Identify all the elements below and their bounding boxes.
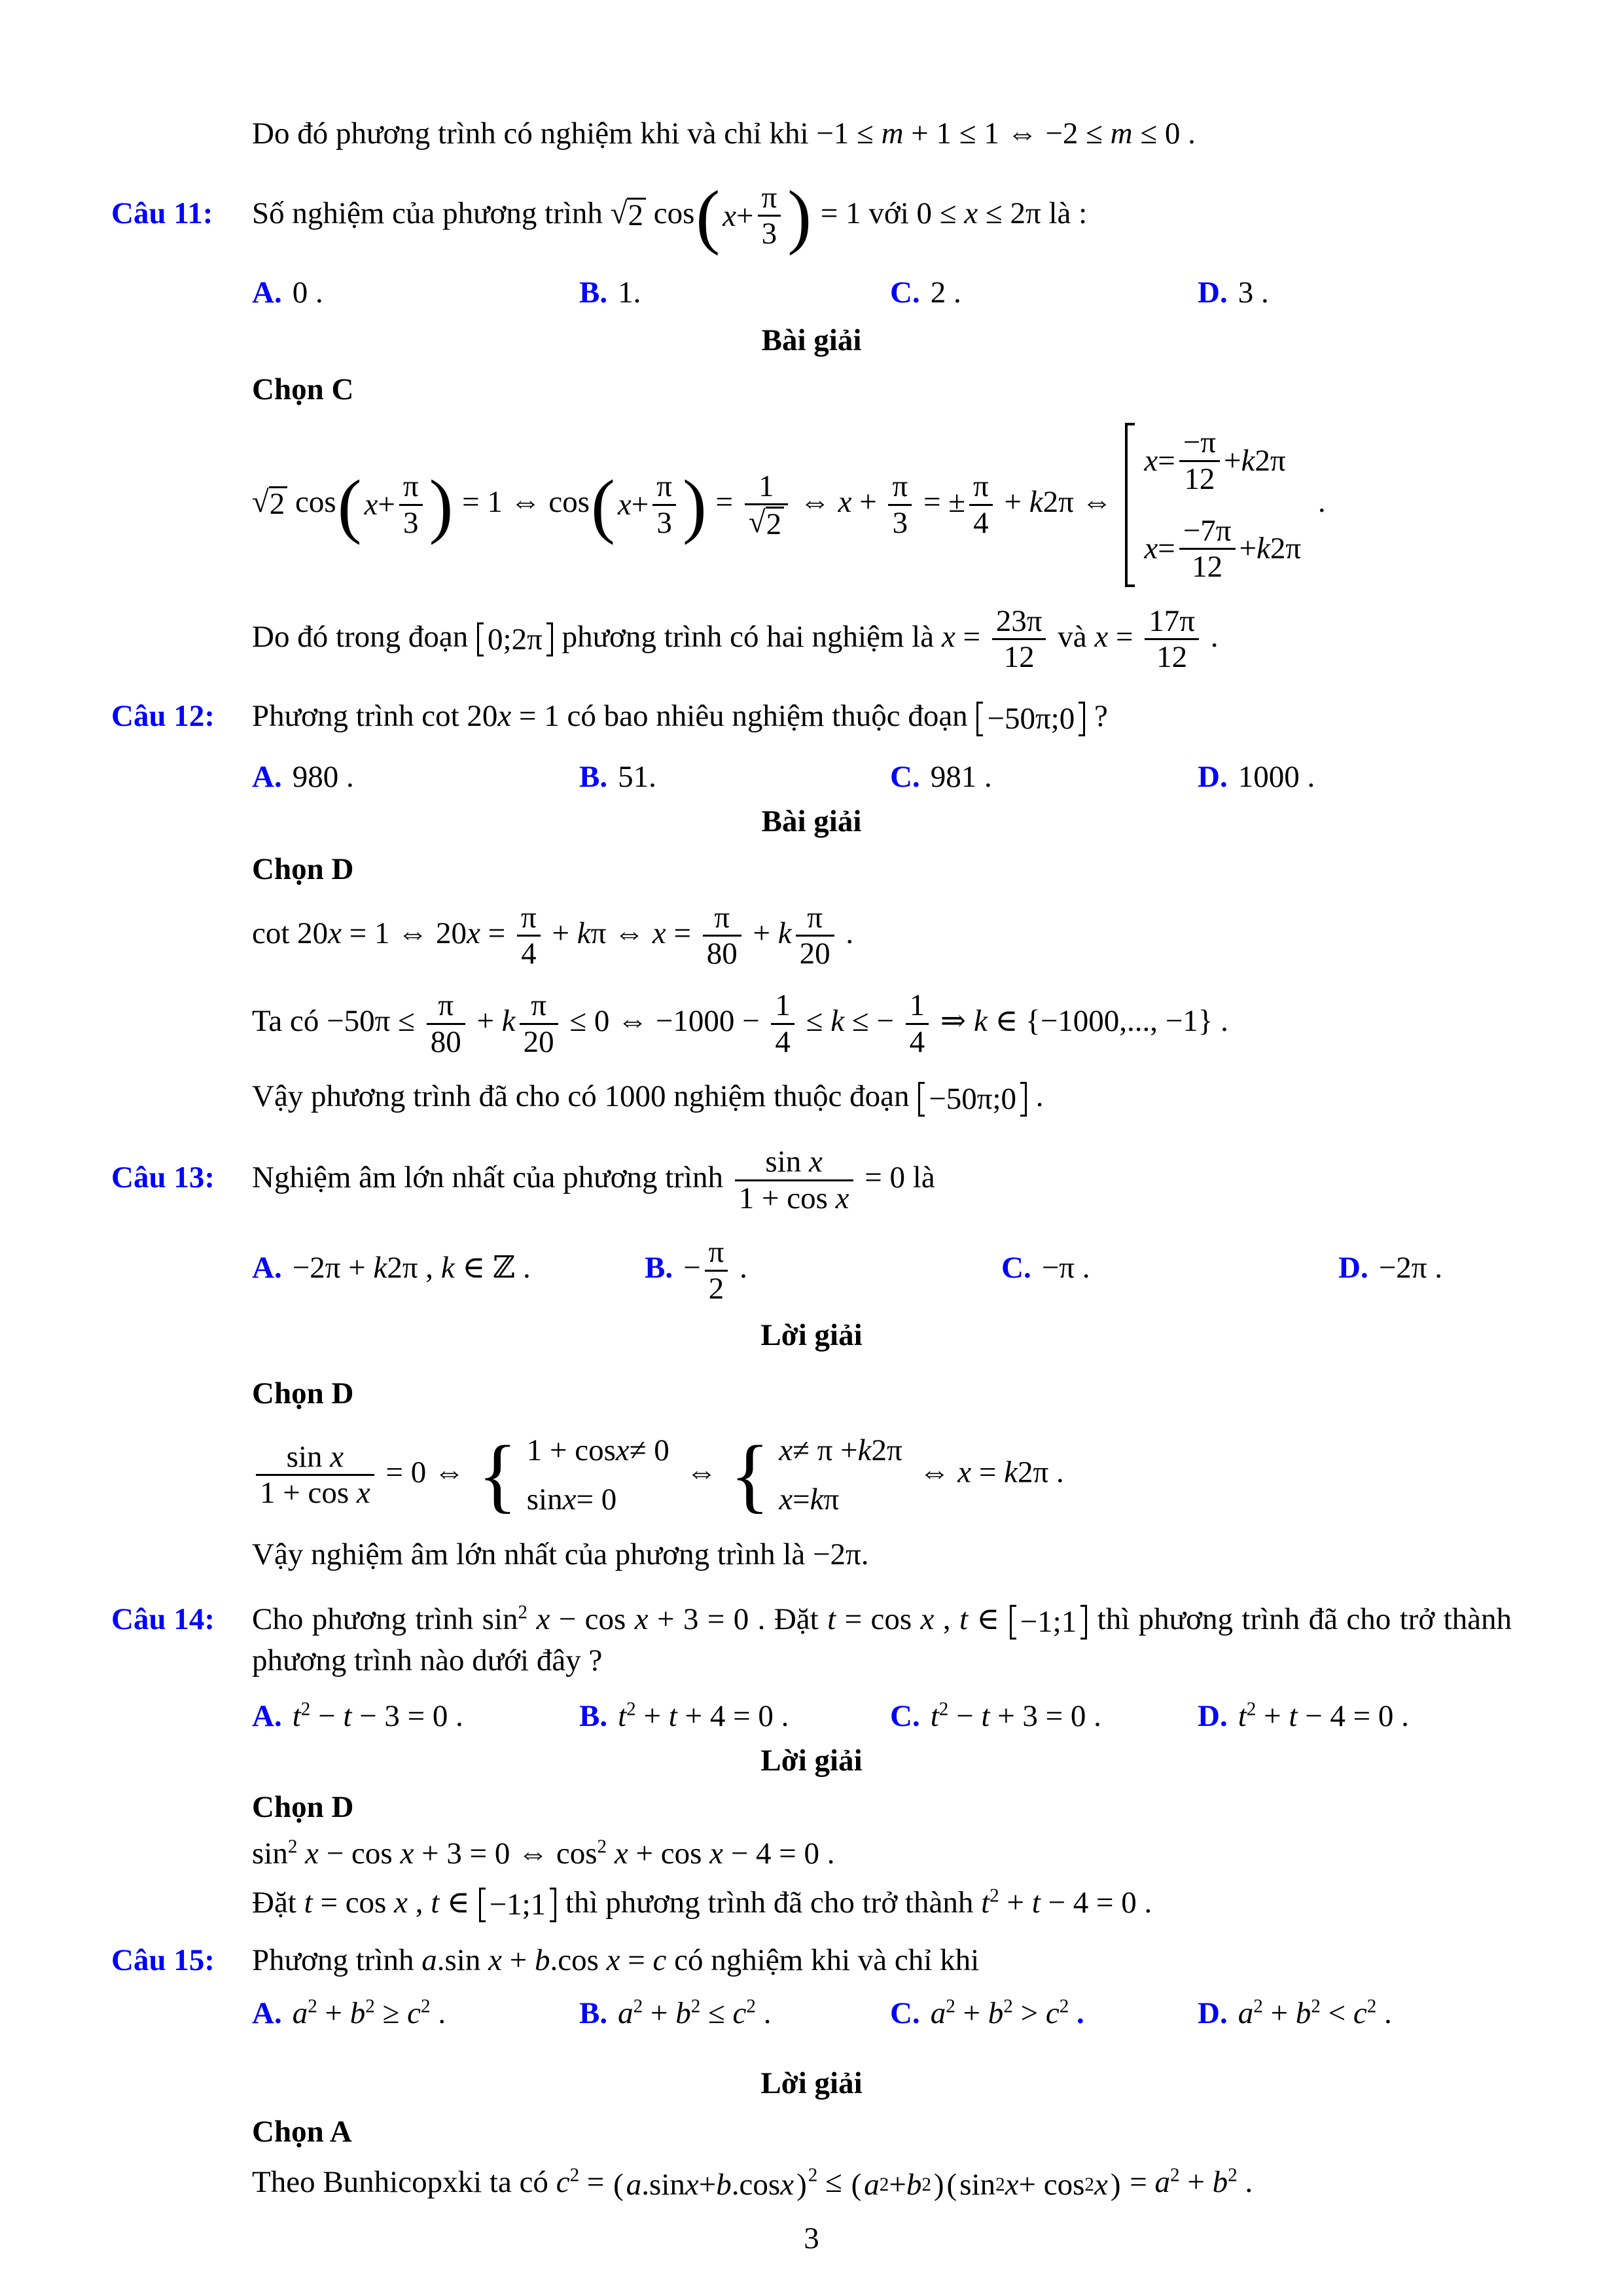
option-text: $t^2 - t + 3 = 0$ . [930, 1698, 1101, 1733]
question-stem: Nghiệm âm lớn nhất của phương trình $\frac{\text{sin x}}{\text{1 + cos x}}$ = 0 là [252, 1144, 935, 1215]
solution-line: Vậy phương trình đã cho có 1000 nghiệm thuộc đoạn −50π;0 . [252, 1079, 1044, 1117]
options-row [252, 758, 1512, 797]
solution-line: Theo Bunhicopxki ta có $c^2$ = ( a .sin x + b .cos x ) $^2$ ≤ ( a 2 + b 2 ) ( sin 2 x + cos 2 x ) = $a^2 + b^2$ . [252, 2164, 1253, 2202]
option-d [1198, 758, 1512, 797]
question-stem: Phương trình cot 20x = 1 có bao nhiêu nghiệm thuộc đoạn −50π;0 ? [252, 699, 1108, 736]
solution-heading: Lời giải [760, 1318, 863, 1353]
question-label: Câu 13: [111, 1160, 215, 1194]
page-number: 3 [804, 2221, 819, 2256]
option-d [1338, 1249, 1512, 1287]
solution-line: √ 2 cos ( x + $\frac{\pi}{3}$ ) = 1 ⇔ cos ( x + $\frac{\pi}{3}$ ) = 1 √ 2 ⇔ x + $\frac{\pi}{3}$ = ± $\frac{\pi}{4}$ + k2π ⇔ x = $\frac{-\pi}{12}$ + k 2π x = $\frac{-7\pi}{12}$ + k 2π . [252, 423, 1512, 587]
solution-heading: Lời giải [760, 1744, 863, 1778]
option-key: C. [890, 1698, 920, 1733]
option-key: C. [1001, 1251, 1031, 1285]
question-13 [111, 1145, 1512, 1574]
option-a [252, 1994, 579, 2033]
choice-line: Chọn D [252, 852, 354, 887]
option-key: B. [579, 1698, 608, 1733]
solution-heading: Bài giải [761, 804, 862, 839]
option-c [890, 1994, 1198, 2033]
option-b [579, 274, 890, 312]
option-b [579, 758, 890, 797]
option-key: C. [890, 276, 920, 310]
option-key: B. [579, 1996, 608, 2030]
option-text: − $\frac{\pi}{2}$ . [683, 1235, 747, 1306]
option-text: 981 . [930, 759, 992, 794]
choice-line: Chọn D [252, 1790, 354, 1825]
option-text: −2π . [1378, 1251, 1442, 1285]
option-key: D. [1198, 759, 1228, 794]
option-key: C. [890, 1996, 920, 2030]
option-text: −π . [1041, 1251, 1090, 1285]
solution-heading: Lời giải [760, 2066, 863, 2100]
option-key: B. [579, 759, 608, 794]
question-stem: Cho phương trình $\sin^2 x - \cos x + 3 = 0$ . Đặt t = cos x , t ∈ −1;1 thì phương trình đã cho trở thành phương trình nào dưới đây ? [252, 1602, 1512, 1677]
option-key: D. [1338, 1251, 1368, 1285]
option-text: 0 . [292, 276, 323, 310]
option-key: A. [252, 1698, 282, 1733]
options-row [252, 1994, 1512, 2033]
option-d [1198, 274, 1512, 312]
option-c [890, 274, 1198, 312]
choice-line: Chọn C [252, 372, 354, 406]
option-key: D. [1198, 1698, 1228, 1733]
question-label: Câu 15: [111, 1943, 215, 1978]
question-stem: Phương trình a.sin x + b.cos x = c có nghiệm khi và chỉ khi [252, 1943, 980, 1978]
option-text: −2π + k2π , k ∈ ℤ . [292, 1251, 531, 1285]
solution-line: Đặt t = cos x , t ∈ −1;1 thì phương trình đã cho trở thành $t^2 + t - 4 = 0$ . [252, 1884, 1152, 1922]
option-a [252, 758, 579, 797]
option-key: D. [1198, 276, 1228, 310]
option-d [1198, 1697, 1512, 1736]
solution-line: $\frac{\text{sin x}}{\text{1 + cos x}}$ = 0 ⇔ { 1 + cos x ≠ 0 sin x = 0 ⇔ { x ≠ π + k 2π x = k π ⇔ x = k2π . [252, 1429, 1512, 1522]
option-a [252, 1697, 579, 1736]
option-text: 2 . [930, 276, 961, 310]
option-text: $t^2 - t - 3 = 0$ . [292, 1698, 463, 1733]
choice-line: Chọn A [252, 2115, 352, 2149]
option-text: $a^2 + b^2 > c^2$ . [930, 1996, 1084, 2030]
option-key: D. [1198, 1996, 1228, 2030]
option-c [890, 758, 1198, 797]
question-label: Câu 11: [111, 196, 213, 230]
question-12 [111, 697, 1512, 1119]
option-key: A. [252, 1996, 282, 2030]
option-a [252, 274, 579, 312]
option-d [1198, 1994, 1512, 2033]
option-text: $t^2 + t + 4 = 0$ . [618, 1698, 789, 1733]
solution-line: Vậy nghiệm âm lớn nhất của phương trình là −2π. [252, 1537, 869, 1572]
options-row [252, 274, 1512, 312]
option-key: B. [645, 1251, 673, 1285]
option-text: $t^2 + t - 4 = 0$ . [1238, 1698, 1409, 1733]
question-15 [111, 1941, 1512, 2204]
option-text: 1. [618, 276, 641, 310]
solution-heading: Bài giải [761, 323, 862, 357]
option-b [579, 1697, 890, 1736]
solution-line: Ta có −50π ≤ $\frac{\pi}{80}$ + k $\frac{\pi}{20}$ ≤ 0 ⇔ −1000 − $\frac{1}{4}$ ≤ k ≤ − $\frac{1}{4}$ ⇒ k ∈ {−1000,..., −1} . [252, 988, 1228, 1059]
intro-line: Do đó phương trình có nghiệm khi và chỉ khi −1 ≤ m + 1 ≤ 1 ⇔ −2 ≤ m ≤ 0 . [252, 117, 1196, 151]
question-11 [111, 175, 1512, 675]
question-label: Câu 12: [111, 699, 215, 733]
option-key: B. [579, 276, 608, 310]
options-row [252, 1235, 1512, 1306]
option-text: $a^2 + b^2 < c^2$ . [1238, 1996, 1392, 2030]
solution-line: Do đó trong đoạn 0;2π phương trình có hai nghiệm là x = $\frac{23\pi}{12}$ và x = $\frac{17\pi}{12}$ . [252, 603, 1219, 675]
solution-line: $\sin^2 x - \cos x + 3 = 0$ ⇔ $\cos^2 x + \cos x - 4 = 0$ . [252, 1836, 835, 1871]
question-14 [111, 1600, 1512, 1924]
solution-line: cot 20x = 1 ⇔ 20x = $\frac{\pi}{4}$ + kπ ⇔ x = $\frac{\pi}{80}$ + k $\frac{\pi}{20}$ . [252, 900, 854, 971]
option-text: 51. [618, 759, 656, 794]
option-text: 3 . [1238, 276, 1269, 310]
option-b [645, 1235, 1001, 1306]
choice-line: Chọn D [252, 1376, 354, 1411]
option-key: A. [252, 276, 282, 310]
option-b [579, 1994, 890, 2033]
option-key: A. [252, 759, 282, 794]
option-c [890, 1697, 1198, 1736]
option-text: 980 . [292, 759, 354, 794]
question-label: Câu 14: [111, 1602, 215, 1637]
question-stem: Số nghiệm của phương trình √ 2 cos ( x + $\frac{\pi}{3}$ ) = 1 với 0 ≤ x ≤ 2π là : [252, 175, 1088, 256]
option-key: A. [252, 1251, 282, 1285]
option-a [252, 1249, 645, 1287]
option-text: $a^2 + b^2 \le c^2$ . [618, 1996, 772, 2030]
option-text: $a^2 + b^2 \ge c^2$ . [292, 1996, 446, 2030]
option-key: C. [890, 759, 920, 794]
options-row [252, 1697, 1512, 1736]
option-text: 1000 . [1238, 759, 1315, 794]
option-c [1001, 1249, 1338, 1287]
